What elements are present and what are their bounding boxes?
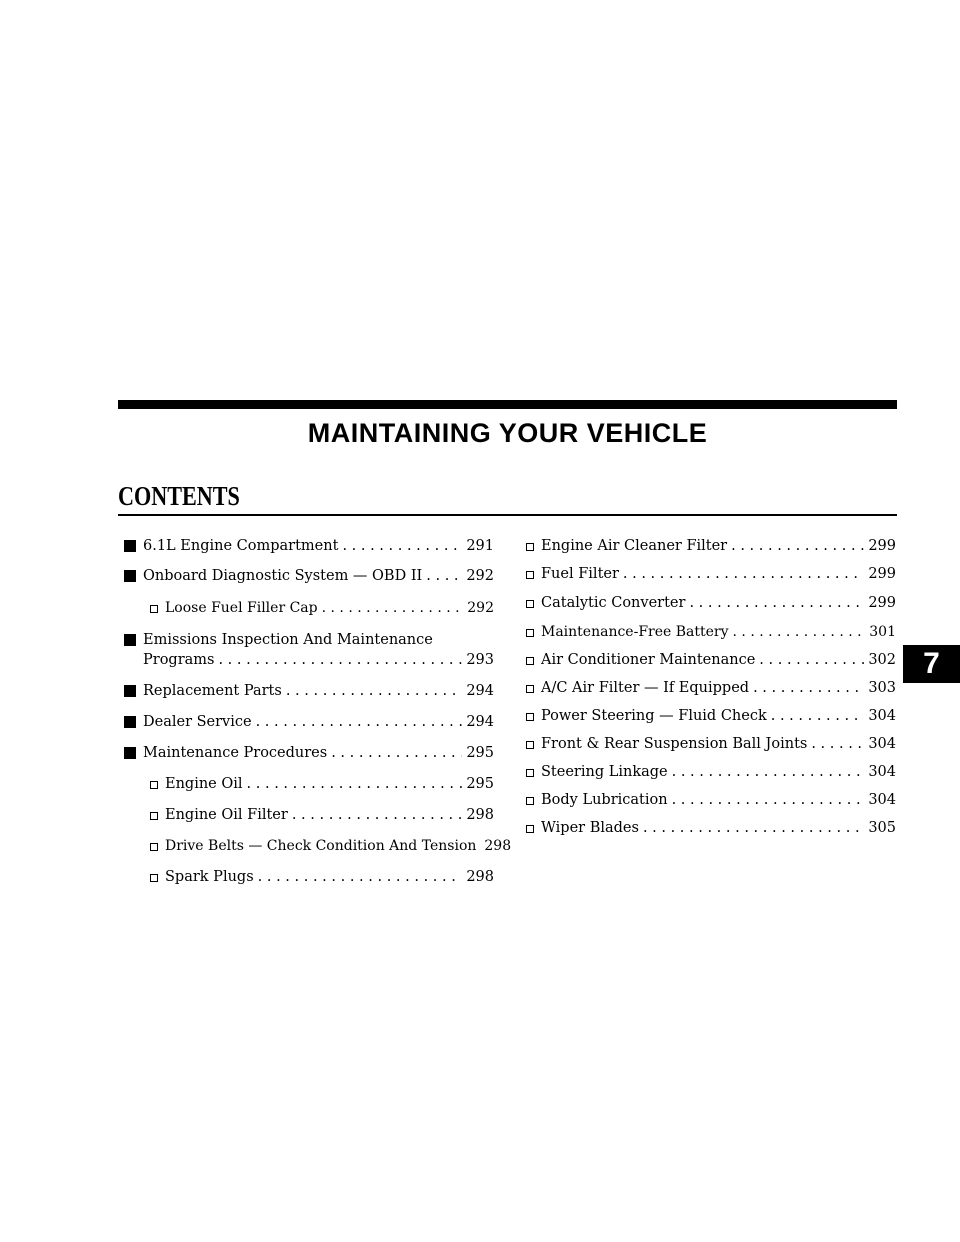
toc-entry-page: 305 bbox=[868, 820, 896, 836]
toc-entry-page: 293 bbox=[466, 652, 494, 668]
toc-entry-page: 299 bbox=[868, 566, 896, 582]
leader-dots bbox=[286, 681, 462, 701]
toc-entry-label: Drive Belts — Check Condition And Tension bbox=[165, 838, 477, 854]
toc-entry[interactable] bbox=[526, 734, 896, 754]
hollow-square-bullet-icon bbox=[526, 713, 534, 721]
hollow-square-bullet-icon bbox=[526, 657, 534, 665]
hollow-square-bullet-icon bbox=[150, 812, 158, 820]
leader-dots bbox=[247, 774, 463, 794]
toc-entry-page: 295 bbox=[466, 745, 494, 761]
toc-entry[interactable] bbox=[124, 630, 494, 670]
toc-entry-page: 299 bbox=[868, 595, 896, 611]
toc-entry-page: 298 bbox=[484, 838, 512, 854]
toc-entry-label: Catalytic Converter bbox=[541, 595, 686, 611]
toc-entry-label: Replacement Parts bbox=[143, 683, 282, 699]
toc-left-column bbox=[124, 536, 512, 887]
toc-entry-page: 301 bbox=[869, 624, 896, 640]
filled-square-bullet-icon bbox=[124, 685, 136, 697]
toc-entry-page: 298 bbox=[466, 869, 494, 885]
hollow-square-bullet-icon bbox=[150, 874, 158, 882]
toc-entry-label: Body Lubrication bbox=[541, 792, 668, 808]
toc-entry-label: Engine Oil Filter bbox=[165, 807, 288, 823]
leader-dots bbox=[672, 790, 865, 810]
leader-dots bbox=[811, 734, 864, 754]
toc-entry[interactable] bbox=[526, 622, 896, 642]
toc-entry[interactable] bbox=[526, 706, 896, 726]
toc-entry-label: Front & Rear Suspension Ball Joints bbox=[541, 736, 808, 752]
toc-entry[interactable] bbox=[124, 681, 494, 701]
toc-entry-page: 299 bbox=[868, 538, 896, 554]
toc-entry[interactable] bbox=[124, 598, 494, 618]
toc-entry-page: 294 bbox=[466, 714, 494, 730]
leader-dots bbox=[623, 564, 864, 584]
hollow-square-bullet-icon bbox=[150, 781, 158, 789]
toc-entry[interactable] bbox=[526, 678, 896, 698]
toc-entry-label: A/C Air Filter — If Equipped bbox=[541, 680, 750, 696]
leader-dots bbox=[258, 867, 463, 887]
leader-dots bbox=[731, 536, 864, 556]
toc-entry-label: Spark Plugs bbox=[165, 869, 254, 885]
toc-entry[interactable] bbox=[124, 536, 494, 556]
filled-square-bullet-icon bbox=[124, 716, 136, 728]
toc-entry-page: 292 bbox=[466, 568, 494, 584]
toc-entry-label: Fuel Filter bbox=[541, 566, 619, 582]
toc-entry-label: Loose Fuel Filler Cap bbox=[165, 600, 318, 616]
hollow-square-bullet-icon bbox=[150, 843, 158, 851]
leader-dots bbox=[322, 598, 464, 618]
leader-dots bbox=[759, 650, 864, 670]
toc-entry[interactable] bbox=[124, 566, 494, 586]
toc-entry[interactable] bbox=[124, 774, 494, 794]
toc-right-column bbox=[526, 536, 896, 838]
toc-entry-label: Wiper Blades bbox=[541, 820, 639, 836]
hollow-square-bullet-icon bbox=[526, 741, 534, 749]
toc-entry-page: 291 bbox=[466, 538, 494, 554]
leader-dots bbox=[643, 818, 864, 838]
chapter-tab: 7 bbox=[903, 645, 960, 683]
toc-entry[interactable] bbox=[526, 593, 896, 613]
hollow-square-bullet-icon bbox=[526, 543, 534, 551]
leader-dots bbox=[342, 536, 462, 556]
toc-entry-label-line1: Emissions Inspection And Maintenance bbox=[143, 632, 433, 648]
hollow-square-bullet-icon bbox=[150, 605, 158, 613]
leader-dots bbox=[753, 678, 864, 698]
leader-dots bbox=[218, 650, 462, 670]
toc-entry[interactable] bbox=[526, 818, 896, 838]
hollow-square-bullet-icon bbox=[526, 685, 534, 693]
toc-entry[interactable] bbox=[124, 712, 494, 732]
toc-entry-page: 304 bbox=[868, 792, 896, 808]
filled-square-bullet-icon bbox=[124, 540, 136, 552]
toc-entry[interactable] bbox=[526, 536, 896, 556]
toc-entry-label: Maintenance-Free Battery bbox=[541, 624, 729, 640]
hollow-square-bullet-icon bbox=[526, 600, 534, 608]
toc-entry-page: 303 bbox=[868, 680, 896, 696]
toc-entry-page: 298 bbox=[466, 807, 494, 823]
toc-entry[interactable] bbox=[124, 743, 494, 763]
toc-entry[interactable] bbox=[124, 867, 494, 887]
leader-dots bbox=[426, 566, 462, 586]
chapter-title: MAINTAINING YOUR VEHICLE bbox=[307, 418, 708, 448]
filled-square-bullet-icon bbox=[124, 570, 136, 582]
toc-entry-label: Air Conditioner Maintenance bbox=[541, 652, 756, 668]
hollow-square-bullet-icon bbox=[526, 825, 534, 833]
toc-entry[interactable] bbox=[124, 805, 494, 825]
toc-entry-page: 292 bbox=[467, 600, 494, 616]
toc-entry-page: 295 bbox=[466, 776, 494, 792]
leader-dots bbox=[771, 706, 865, 726]
toc-entry-label: Engine Air Cleaner Filter bbox=[541, 538, 728, 554]
toc-entry-label: Onboard Diagnostic System — OBD II bbox=[143, 568, 423, 584]
toc-entry-page: 304 bbox=[868, 708, 896, 724]
leader-dots bbox=[292, 805, 462, 825]
leader-dots bbox=[689, 593, 864, 613]
toc-entry-label: Dealer Service bbox=[143, 714, 252, 730]
toc-entry[interactable] bbox=[526, 564, 896, 584]
toc-entry-page: 304 bbox=[868, 764, 896, 780]
toc-entry[interactable] bbox=[526, 650, 896, 670]
toc-entry-label: Steering Linkage bbox=[541, 764, 668, 780]
toc-entry-label: Engine Oil bbox=[165, 776, 243, 792]
toc-entry-label: 6.1L Engine Compartment bbox=[143, 538, 339, 554]
toc-entry-label: Maintenance Procedures bbox=[143, 745, 328, 761]
contents-rule bbox=[118, 514, 897, 516]
toc-entry[interactable] bbox=[526, 762, 896, 782]
hollow-square-bullet-icon bbox=[526, 571, 534, 579]
contents-heading: CONTENTS bbox=[118, 481, 240, 511]
hollow-square-bullet-icon bbox=[526, 769, 534, 777]
leader-dots bbox=[672, 762, 865, 782]
toc-entry-page: 294 bbox=[466, 683, 494, 699]
toc-entry-page: 304 bbox=[868, 736, 896, 752]
leader-dots bbox=[733, 622, 866, 642]
toc-entry[interactable] bbox=[526, 790, 896, 810]
toc-entry[interactable] bbox=[124, 836, 512, 856]
toc-entry-label-line2: Programs bbox=[143, 652, 215, 668]
hollow-square-bullet-icon bbox=[526, 797, 534, 805]
leader-dots bbox=[256, 712, 463, 732]
toc-entry-label: Power Steering — Fluid Check bbox=[541, 708, 767, 724]
chapter-top-rule bbox=[118, 400, 897, 409]
leader-dots bbox=[331, 743, 462, 763]
filled-square-bullet-icon bbox=[124, 634, 136, 646]
toc-entry-page: 302 bbox=[868, 652, 896, 668]
hollow-square-bullet-icon bbox=[526, 629, 534, 637]
filled-square-bullet-icon bbox=[124, 747, 136, 759]
